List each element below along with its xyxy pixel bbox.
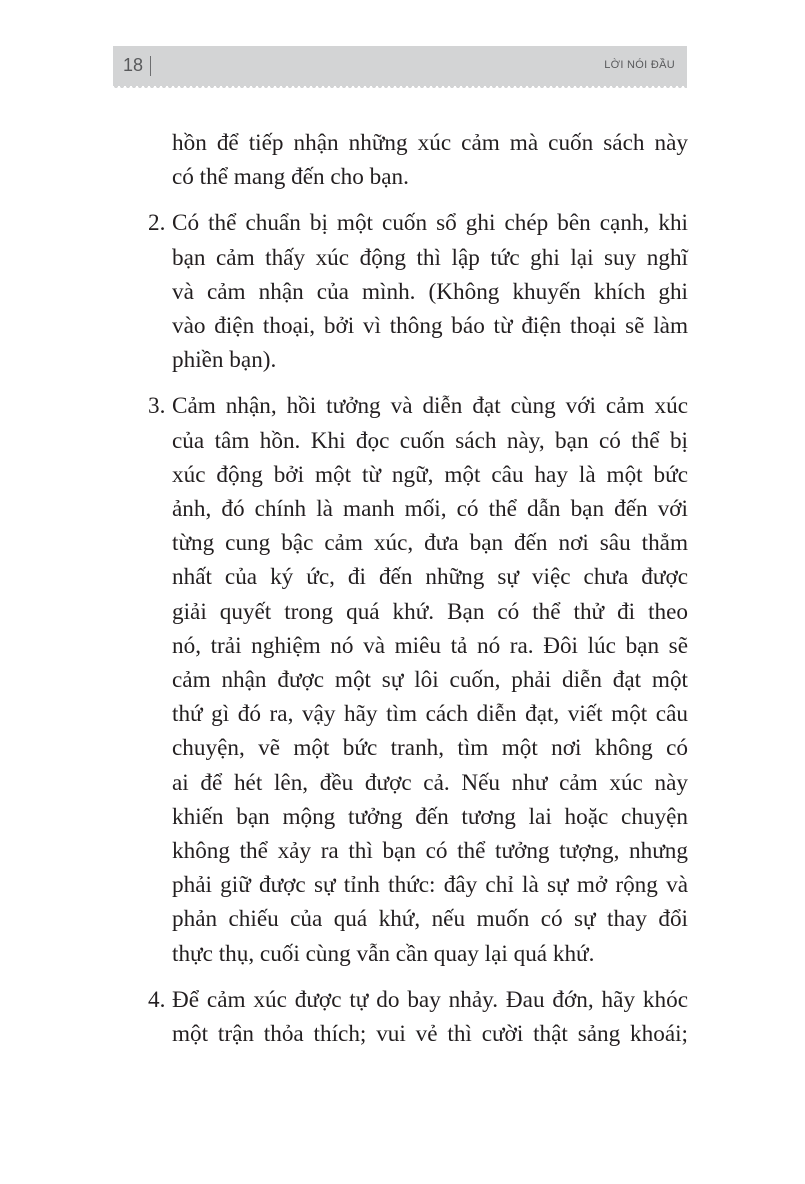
text-line: chuyện, vẽ một bức tranh, tìm một nơi không có [172, 735, 688, 762]
list-item-3 [148, 389, 688, 970]
list-item-number: 2. [148, 210, 166, 237]
text-line: Cảm nhận, hồi tưởng và diễn đạt cùng với cảm xúc [172, 393, 688, 420]
header-divider [150, 56, 151, 76]
text-line: có thể mang đến cho bạn. [172, 164, 409, 191]
page-number: 18 [123, 55, 144, 75]
text-line: vào điện thoại, bởi vì thông báo từ điện thoại sẽ làm [172, 313, 688, 340]
text-line: một trận thỏa thích; vui vẻ thì cười thật sảng khoái; [172, 1021, 688, 1048]
text-line: ảnh, đó chính là manh mối, có thể dẫn bạn đến với [172, 496, 688, 523]
text-line: giải quyết trong quá khứ. Bạn có thể thử đi theo [172, 598, 688, 625]
text-line: phiền bạn). [172, 347, 277, 374]
text-line: từng cung bậc cảm xúc, đưa bạn đến nơi sâu thẳm [172, 530, 688, 557]
text-line: nó, trải nghiệm nó và miêu tả nó ra. Đôi lúc bạn sẽ [172, 632, 688, 659]
text-line: ai để hét lên, đều được cả. Nếu như cảm xúc này [172, 769, 688, 796]
text-line: hồn để tiếp nhận những xúc cảm mà cuốn sách này [172, 130, 688, 156]
text-line: không thể xảy ra thì bạn có thể tưởng tượng, nhưng [172, 838, 688, 865]
text-line: Để cảm xúc được tự do bay nhảy. Đau đớn, hãy khóc [172, 986, 688, 1013]
text-line: phải giữ được sự tỉnh thức: đây chỉ là sự mở rộng và [172, 872, 688, 899]
list-item-4 [148, 983, 688, 1051]
list-item-number: 4. [148, 986, 166, 1013]
text-line: cảm nhận được một sự lôi cuốn, phải diễn đạt một [172, 667, 688, 694]
text-line: xúc động bởi một từ ngữ, một câu hay là một bức [172, 461, 688, 488]
text-line: bạn cảm thấy xúc động thì lập tức ghi lại suy nghĩ [172, 244, 688, 271]
text-line: khiến bạn mộng tưởng đến tương lai hoặc chuyện [172, 803, 688, 830]
list-item-2 [148, 206, 688, 377]
text-line: nhất của ký ức, đi đến những sự việc chưa được [172, 564, 688, 591]
chapter-title: LỜI NÓI ĐẦU [604, 59, 675, 71]
text-line: thứ gì đó ra, vậy hãy tìm cách diễn đạt, viết một câu [172, 701, 688, 728]
list-item-number: 3. [148, 393, 166, 420]
text-line: của tâm hồn. Khi đọc cuốn sách này, bạn có thể bị [172, 427, 688, 454]
page-body [148, 126, 688, 1051]
running-header [113, 46, 687, 86]
text-line: và cảm nhận của mình. (Không khuyến khích ghi [172, 278, 688, 305]
text-line: thực thụ, cuối cùng vẫn cần quay lại quá khứ. [172, 940, 595, 967]
continued-paragraph [148, 126, 688, 194]
text-line: Có thể chuẩn bị một cuốn sổ ghi chép bên cạnh, khi [172, 210, 688, 237]
text-line: phản chiếu của quá khứ, nếu muốn có sự thay đổi [172, 906, 688, 933]
